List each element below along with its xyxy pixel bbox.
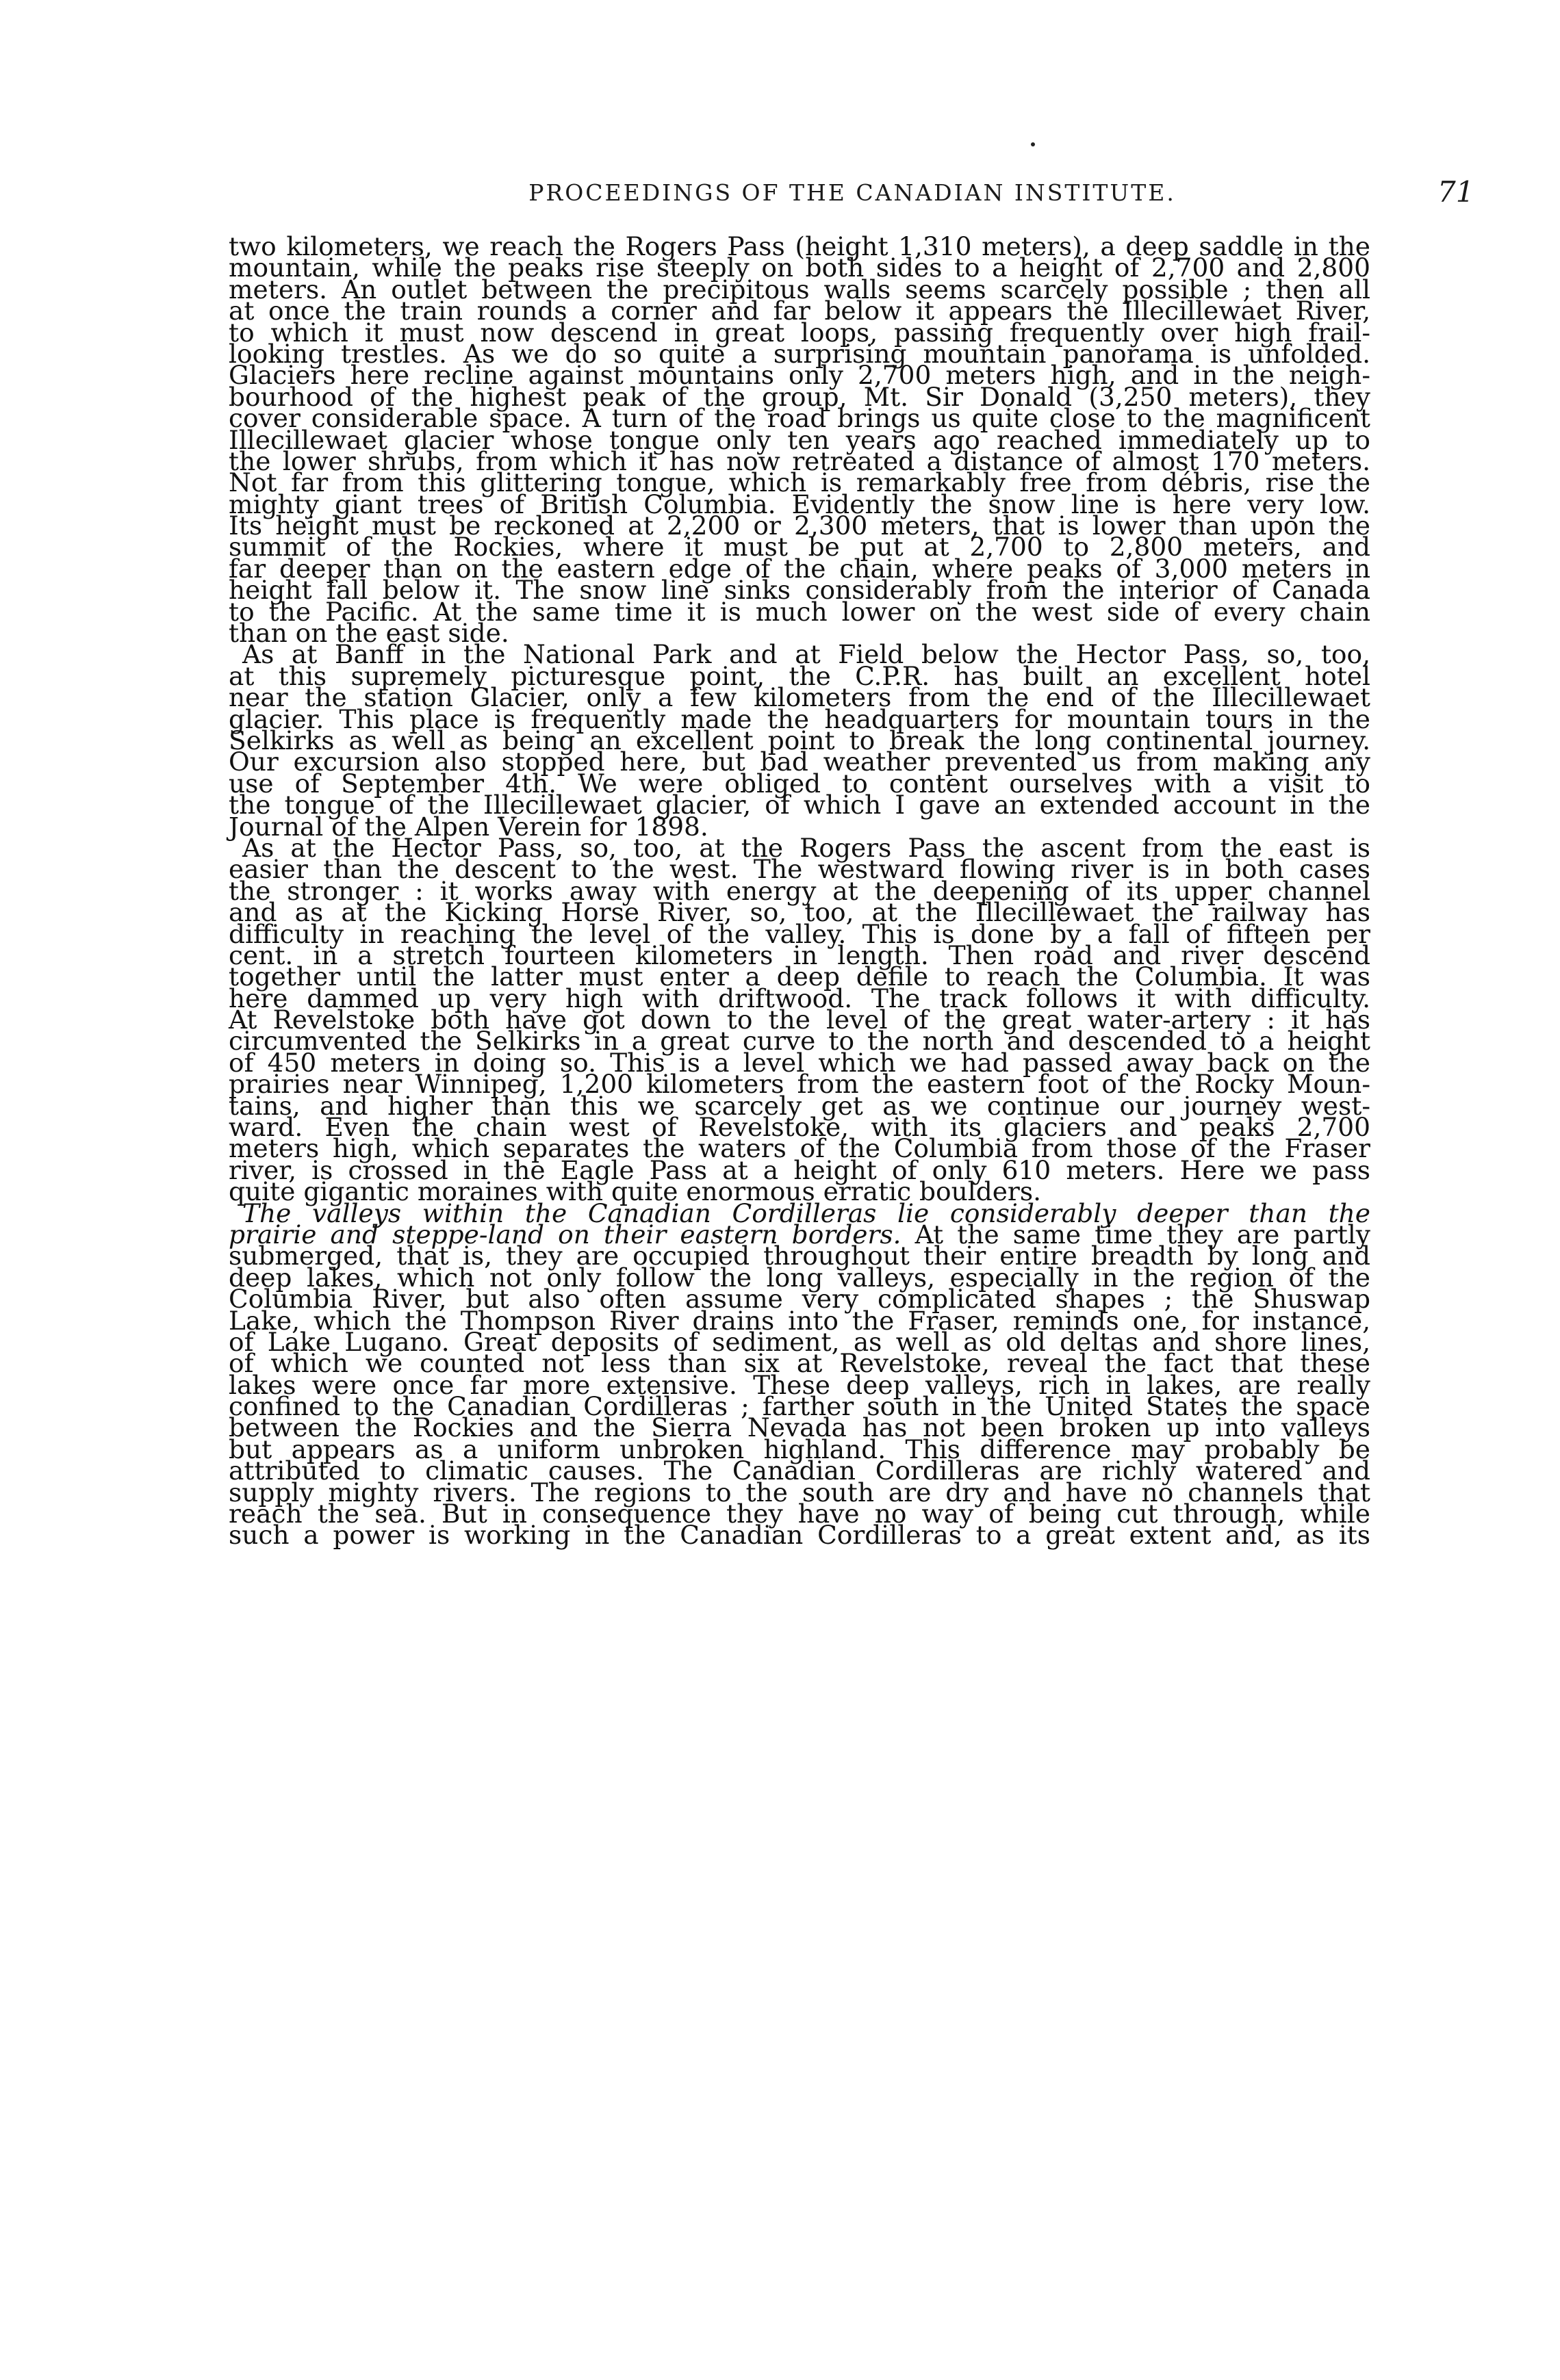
text-line: confined to the Canadian Cordilleras ; farther south in the United States the space: [229, 1391, 1370, 1422]
text-line: the stronger : it works away with energy at the deepening of its upper channel: [229, 875, 1370, 906]
text-line: at once the train rounds a corner and far below it appears the Illecillewaet River,: [229, 296, 1370, 326]
text-line: difficulty in reaching the level of the valley. This is done by a fall of fifteen per: [229, 918, 1370, 949]
text-line: ward. Even the chain west of Revelstoke, with its glaciers and peaks 2,700: [229, 1112, 1370, 1143]
text-line: meters high, which separates the waters of the Columbia from those of the Fraser: [229, 1133, 1370, 1164]
text-line: together until the latter must enter a deep defile to reach the Columbia. It was: [229, 961, 1370, 992]
text-line: the lower shrubs, from which it has now retreated a distance of almost 170 meters.: [229, 445, 1370, 476]
text-line: cent. in a stretch fourteen kilometers in length. Then road and river descend: [229, 940, 1370, 970]
text-line: prairies near Winnipeg, 1,200 kilometers from the eastern foot of the Rocky Moun-: [229, 1069, 1370, 1100]
text-line: than on the east side.: [229, 618, 509, 649]
text-line: glacier. This place is frequently made the headquarters for mountain tours in the: [229, 703, 1370, 734]
text-line: river, is crossed in the Eagle Pass at a height of only 610 meters. Here we pass: [229, 1154, 1370, 1185]
text-line: height fall below it. The snow line sinks considerably from the interior of Canada: [229, 575, 1370, 606]
text-line: two kilometers, we reach the Rogers Pass (height 1,310 meters), a deep saddle in the: [229, 231, 1370, 261]
text-line: of Lake Lugano. Great deposits of sediment, as well as old deltas and shore lines,: [229, 1326, 1370, 1357]
text-line: supply mighty rivers. The regions to the south are dry and have no channels that: [229, 1477, 1370, 1508]
text-line: meters. An outlet between the precipitous walls seems scarcely possible ; then all: [229, 274, 1370, 305]
text-line: Columbia River, but also often assume very complicated shapes ; the Shuswap: [229, 1284, 1370, 1315]
text-line: As at Banff in the National Park and at Field below the Hector Pass, so, too,: [242, 639, 1370, 670]
text-line: submerged, that is, they are occupied throughout their entire breadth by long and: [229, 1241, 1370, 1271]
text-line: Lake, which the Thompson River drains into the Fraser, reminds one, for instance,: [229, 1305, 1370, 1336]
page-number: 71: [1437, 175, 1474, 209]
text-line: at this supremely picturesque point, the C.P.R. has built an excellent hotel: [229, 660, 1370, 691]
text-line: of 450 meters in doing so. This is a level which we had passed away back on the: [229, 1047, 1370, 1078]
text-line: looking trestles. As we do so quite a surprising mountain panorama is unfolded.: [229, 338, 1370, 369]
body-text: [229, 231, 1370, 1551]
text-line: reach the sea. But in consequence they have no way of being cut through, while: [229, 1499, 1370, 1529]
text-line: attributed to climatic causes. The Canadian Cordilleras are richly watered and: [229, 1456, 1370, 1486]
text-line: bourhood of the highest peak of the group, Mt. Sir Donald (3,250 meters), they: [229, 381, 1370, 412]
italic-text: The valleys within the Canadian Cordilleras lie considerably deeper than the: [242, 1198, 1370, 1228]
text-line: Glaciers here recline against mountains only 2,700 meters high, and in the neigh-: [229, 360, 1370, 391]
text-line: deep lakes, which not only follow the long valleys, especially in the region of the: [229, 1262, 1370, 1293]
text-line: to which it must now descend in great loops, passing frequently over high frail-: [229, 317, 1370, 348]
text-line: Our excursion also stopped here, but bad weather prevented us from making any: [229, 747, 1370, 777]
text-line: and as at the Kicking Horse River, so, too, at the Illecillewaet the railway has: [229, 897, 1370, 928]
text-line: As at the Hector Pass, so, too, at the Rogers Pass the ascent from the east is: [242, 832, 1370, 863]
text-line: near the station Glacier, only a few kilometers from the end of the Illecillewaet: [229, 682, 1370, 713]
text-line: mountain, while the peaks rise steeply on both sides to a height of 2,700 and 2,800: [229, 253, 1370, 283]
text-line: circumvented the Selkirks in a great curve to the north and descended to a height: [229, 1026, 1370, 1057]
text-line: Selkirks as well as being an excellent point to break the long continental journey.: [229, 725, 1370, 755]
text-line: Not far from this glittering tongue, which is remarkably free from débris, rise the: [229, 467, 1370, 498]
text-line: tains, and higher than this we scarcely get as we continue our journey west-: [229, 1090, 1370, 1121]
text-line: quite gigantic moraines with quite enormous erratic boulders.: [229, 1176, 1042, 1207]
text-line: here dammed up very high with driftwood. The track follows it with difficulty.: [229, 983, 1370, 1013]
running-head: PROCEEDINGS OF THE CANADIAN INSTITUTE.: [528, 179, 1176, 206]
text-line: far deeper than on the eastern edge of the chain, where peaks of 3,000 meters in: [229, 553, 1370, 584]
text-line: mighty giant trees of British Columbia. Evidently the snow line is here very low.: [229, 489, 1370, 519]
text-line: At Revelstoke both have got down to the level of the great water-artery : it has: [229, 1005, 1370, 1035]
text-line: Journal of the Alpen Verein for 1898.: [229, 811, 708, 842]
text-line: summit of the Rockies, where it must be put at 2,700 to 2,800 meters, and: [229, 532, 1370, 562]
text-line: the tongue of the Illecillewaet glacier, of which I gave an extended account in the: [229, 790, 1370, 820]
text-line: cover considerable space. A turn of the road brings us quite close to the magnificent: [229, 403, 1370, 434]
text-line: but appears as a uniform unbroken highland. This difference may probably be: [229, 1434, 1370, 1464]
text-line: Illecillewaet glacier whose tongue only ten years ago reached immediately up to: [229, 424, 1370, 455]
text-line: use of September 4th. We were obliged to content ourselves with a visit to: [229, 768, 1370, 799]
printed-mark: [1031, 142, 1035, 146]
italic-text: prairie and steppe-land on their eastern borders.: [229, 1219, 902, 1250]
text-line: Its height must be reckoned at 2,200 or 2,300 meters, that is lower than upon the: [229, 510, 1370, 541]
text-line: such a power is working in the Canadian Cordilleras to a great extent and, as its: [229, 1520, 1370, 1551]
text-line: to the Pacific. At the same time it is much lower on the west side of every chain: [229, 596, 1370, 627]
text-span: At the same time they are partly: [915, 1219, 1370, 1250]
text-line: of which we counted not less than six at Revelstoke, reveal the fact that these: [229, 1348, 1370, 1379]
text-line: easier than the descent to the west. The westward flowing river is in both cases: [229, 854, 1370, 885]
text-line: lakes were once far more extensive. These deep valleys, rich in lakes, are really: [229, 1369, 1370, 1400]
text-line: between the Rockies and the Sierra Nevada has not been broken up into valleys: [229, 1412, 1370, 1443]
